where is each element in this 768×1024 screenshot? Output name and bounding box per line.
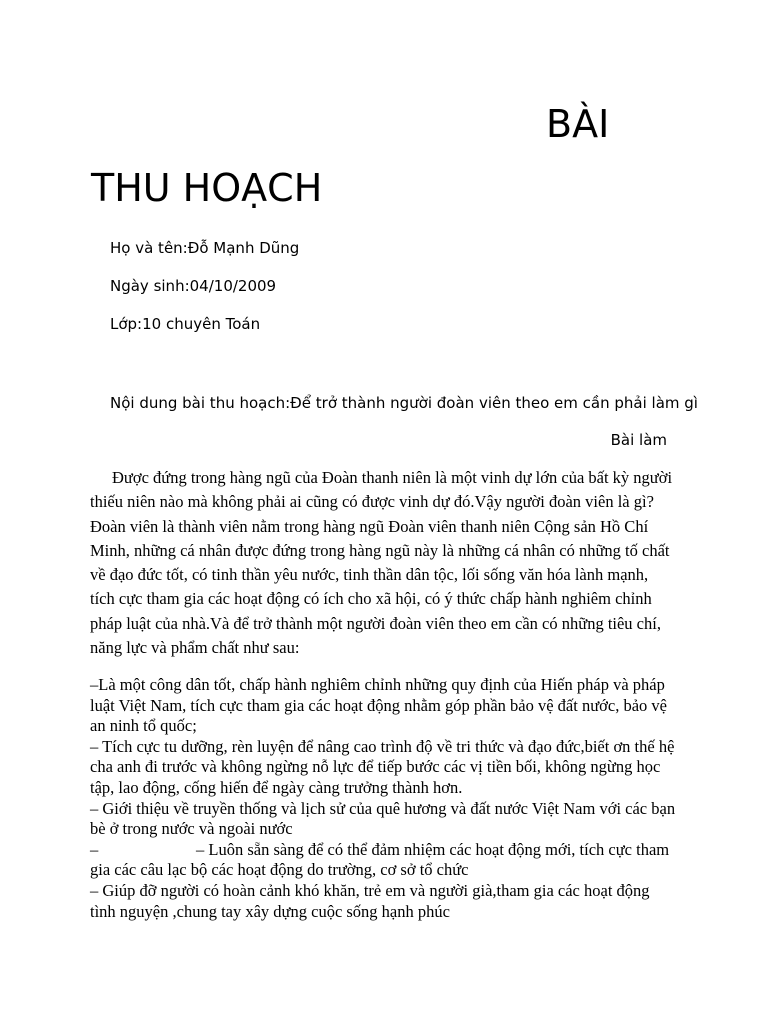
assignment-topic: Nội dung bài thu hoạch:Để trở thành người đoàn viên theo em cần phải làm gì xyxy=(110,394,698,412)
student-name: Họ và tên:Đỗ Mạnh Dũng xyxy=(110,239,300,257)
criterion-item xyxy=(90,840,676,881)
criterion-item: – Tích cực tu dưỡng, rèn luyện để nâng cao trình độ về tri thức và đạo đức,biết ơn thế hệ cha anh đi trước và không ngừng nỗ lực để tiếp bước các vị tiền bối, không ngừng học tập, lao động, cống hiến để ngày càng trưởng thành hơn. xyxy=(90,736,675,797)
answer-heading: Bài làm xyxy=(610,431,667,449)
criterion-item: – Giới thiệu về truyền thống và lịch sử của quê hương và đất nước Việt Nam với các bạn bè ở trong nước và ngoài nước xyxy=(90,798,676,839)
student-class: Lớp:10 chuyên Toán xyxy=(110,315,261,333)
title-line-1: BÀI xyxy=(546,102,610,146)
intro-paragraph: Được đứng trong hàng ngũ của Đoàn thanh niên là một vinh dự lớn của bất kỳ người thiếu niên nào mà không phải ai cũng có được vinh dự đó.Vậy người đoàn viên là gì? Đoàn viên là thành viên nằm trong hàng ngũ Đoàn viên thanh niên Cộng sản Hồ Chí Minh, những cá nhân được đứng trong hàng ngũ này là những cá nhân có những tố chất về đạo đức tốt, có tinh thần yêu nước, tinh thần dân tộc, lối sống văn hóa lành mạnh, tích cực tham gia các hoạt động có ích cho xã hội, có ý thức chấp hành nghiêm chỉnh pháp luật của nhà.Và để trở thành một người đoàn viên theo em cần có những tiêu chí, năng lực và phẩm chất như sau: xyxy=(90,468,673,658)
criterion-item: – Giúp đỡ người có hoàn cảnh khó khăn, trẻ em và người già,tham gia các hoạt động tình nguyện ,chung tay xây dựng cuộc sống hạnh phúc xyxy=(90,880,650,921)
criteria-list xyxy=(90,675,676,922)
criterion-text: – Luôn sẵn sàng để có thể đảm nhiệm các hoạt động mới, tích cực tham gia các câu lạc bộ các hoạt động do trường, cơ sở tổ chức xyxy=(90,839,670,880)
student-dob: Ngày sinh:04/10/2009 xyxy=(110,277,277,295)
criterion-item: –Là một công dân tốt, chấp hành nghiêm chỉnh những quy định của Hiến pháp và pháp luật Việt Nam, tích cực tham gia các hoạt động nhằm góp phần bảo vệ đất nước, bảo vệ an ninh tổ quốc; xyxy=(90,675,667,736)
criterion-dash: – xyxy=(90,839,99,859)
title-line-2: THU HOẠCH xyxy=(91,166,323,210)
